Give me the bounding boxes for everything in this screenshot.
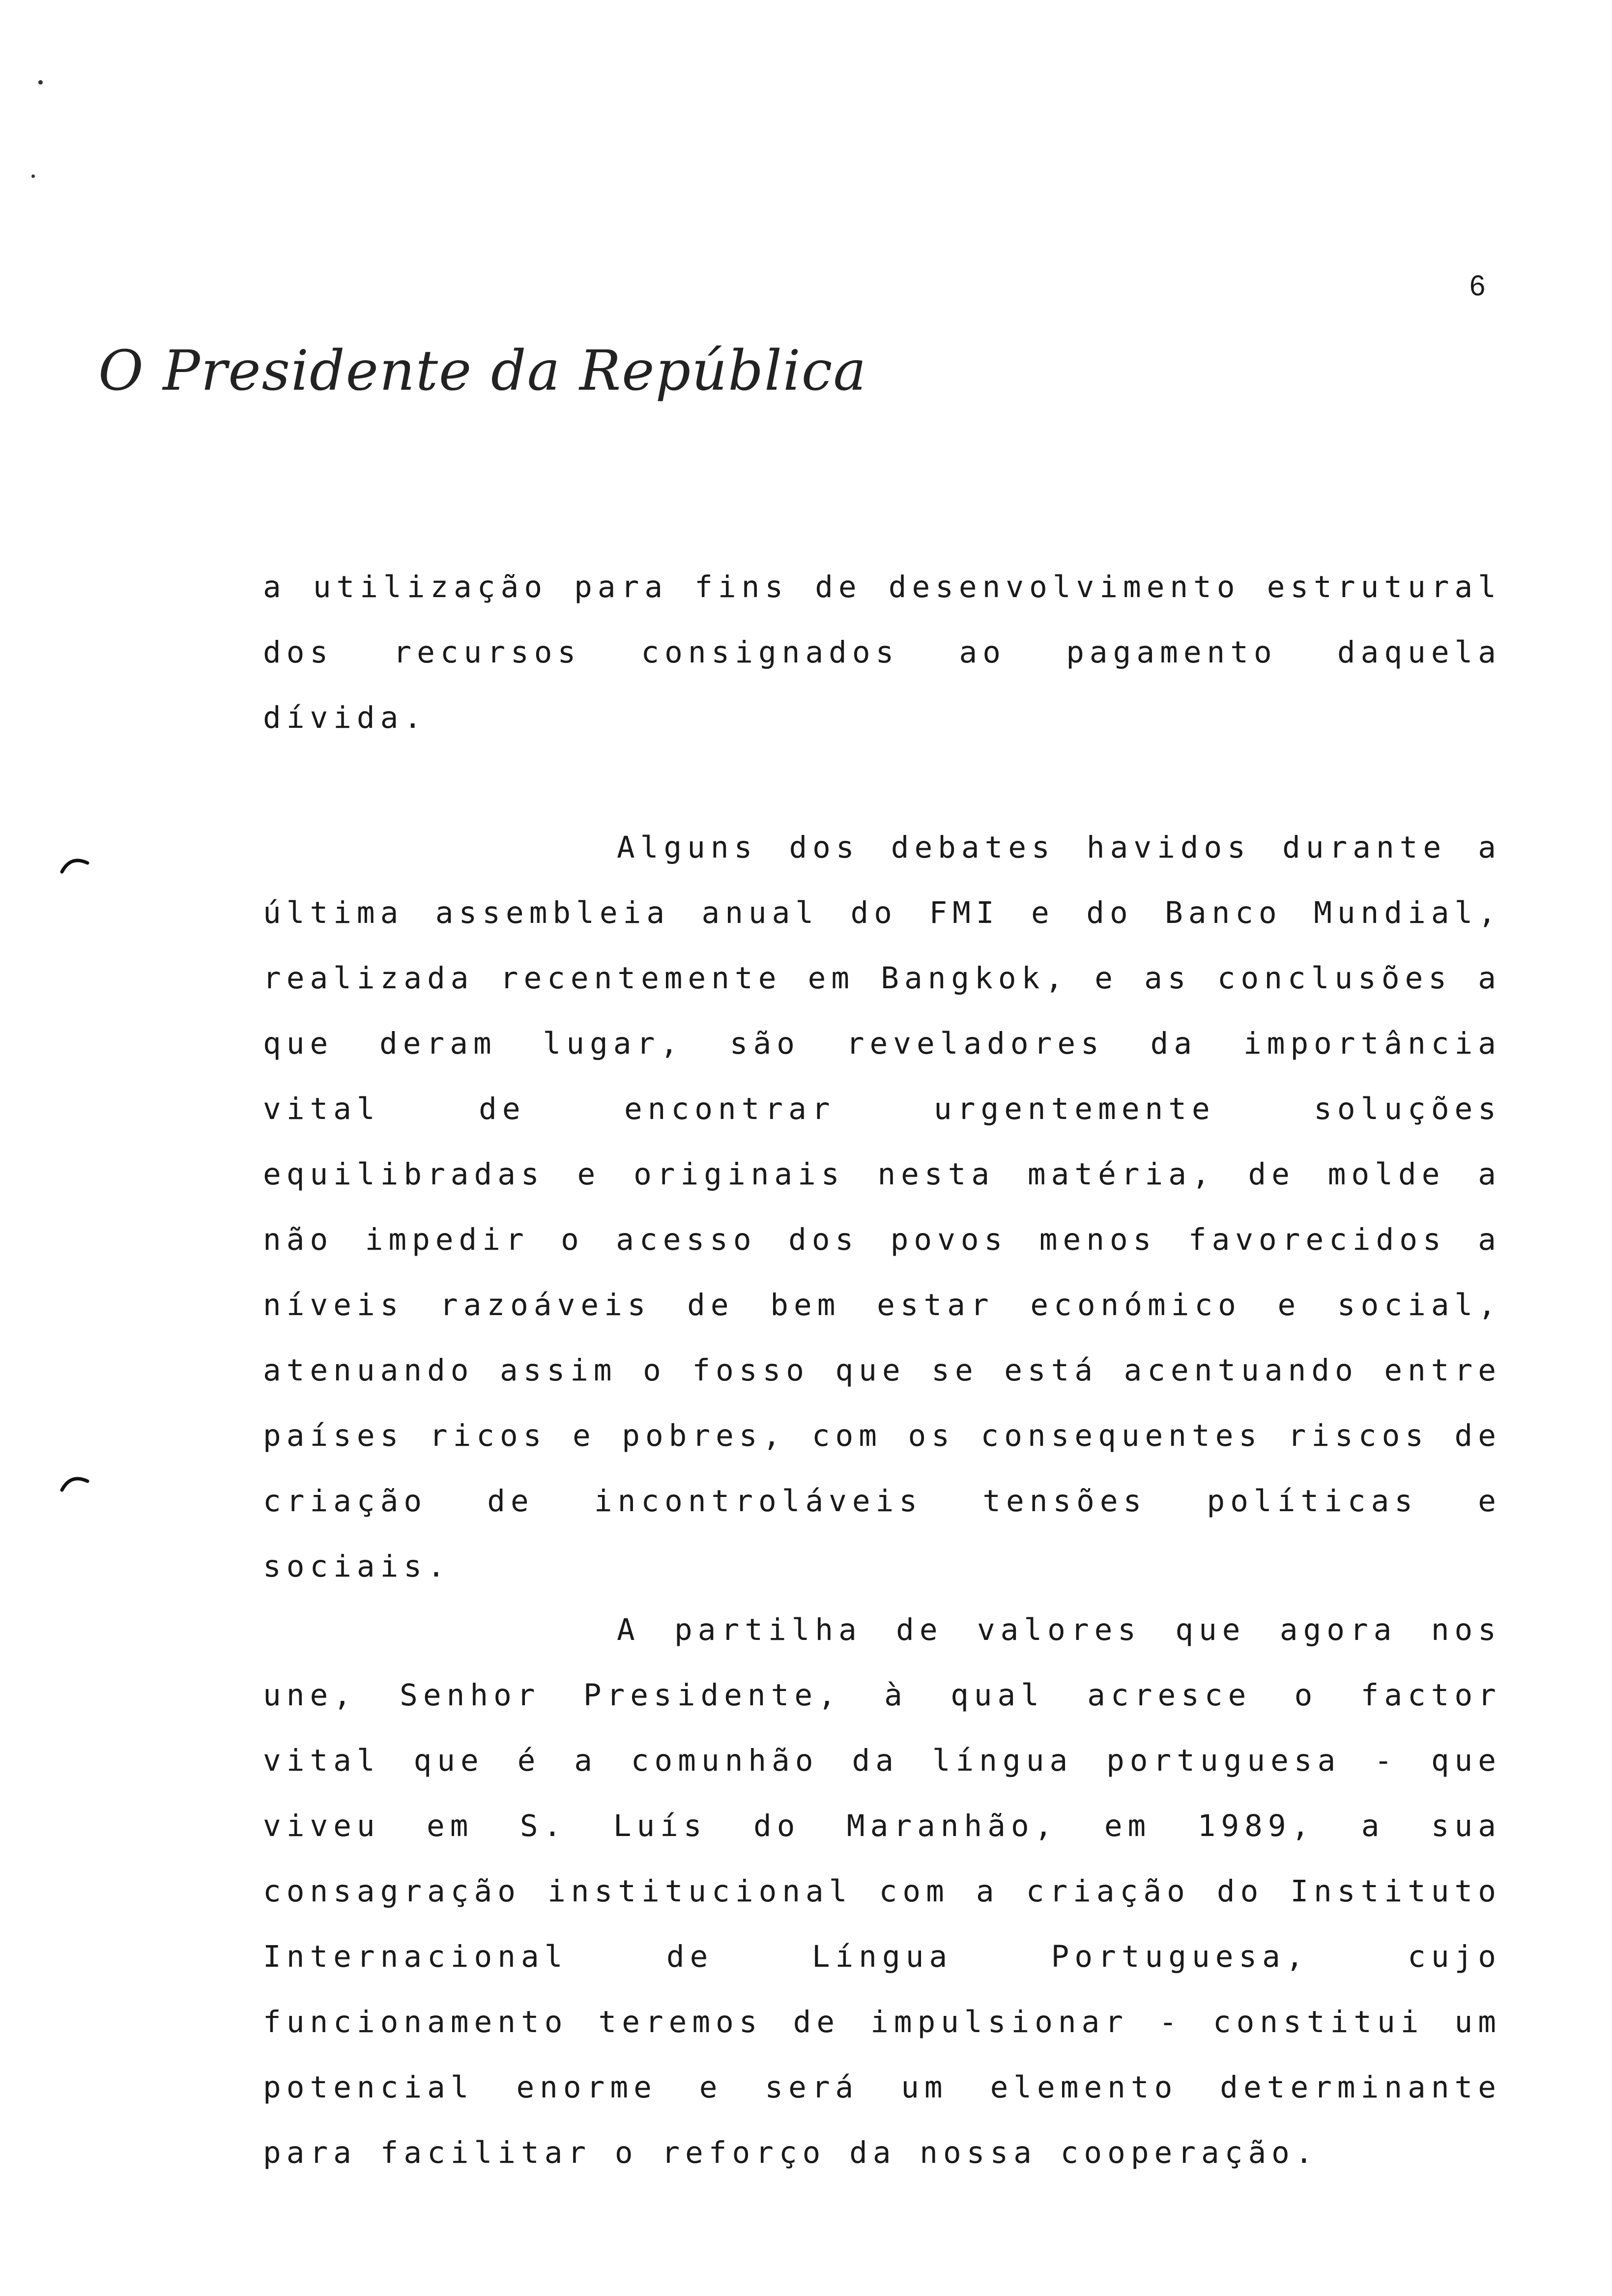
letterhead-title: O Presidente da República <box>98 339 867 403</box>
page-number: 6 <box>1469 270 1486 302</box>
paragraph-1: a utilização para fins de desenvolvimento estrutural dos recursos consignados ao pagamento daquela dívida. <box>263 570 1501 735</box>
paragraph-3: A partilha de valores que agora nos une, Senhor Presidente, à qual acresce o factor vital que é a comunhão da língua portuguesa - que viveu em S. Luís do Maranhão, em 1989, a sua consagração institucional com a criação do Instituto Internacional de Língua Portuguesa, cujo funcionamento teremos de impulsionar - constitui um potencial enorme e será um elemento determinante para facilitar o reforço da nossa cooperação. <box>263 1612 1501 2170</box>
paragraph-2: Alguns dos debates havidos durante a última assembleia anual do FMI e do Banco Mundial, realizada recentemente em Bangkok, e as conclusões a que deram lugar, são reveladores da importância vital de encontrar urgentemente soluções equilibradas e originais nesta matéria, de molde a não impedir o acesso dos povos menos favorecidos a níveis razoáveis de bem estar económico e social, atenuando assim o fosso que se está acentuando entre países ricos e pobres, com os consequentes riscos de criação de incontroláveis tensões políticas e sociais. <box>263 830 1501 1584</box>
margin-mark-icon <box>60 854 89 874</box>
scan-speck <box>38 80 43 85</box>
margin-mark-icon <box>60 1472 89 1492</box>
scan-speck <box>31 174 35 178</box>
